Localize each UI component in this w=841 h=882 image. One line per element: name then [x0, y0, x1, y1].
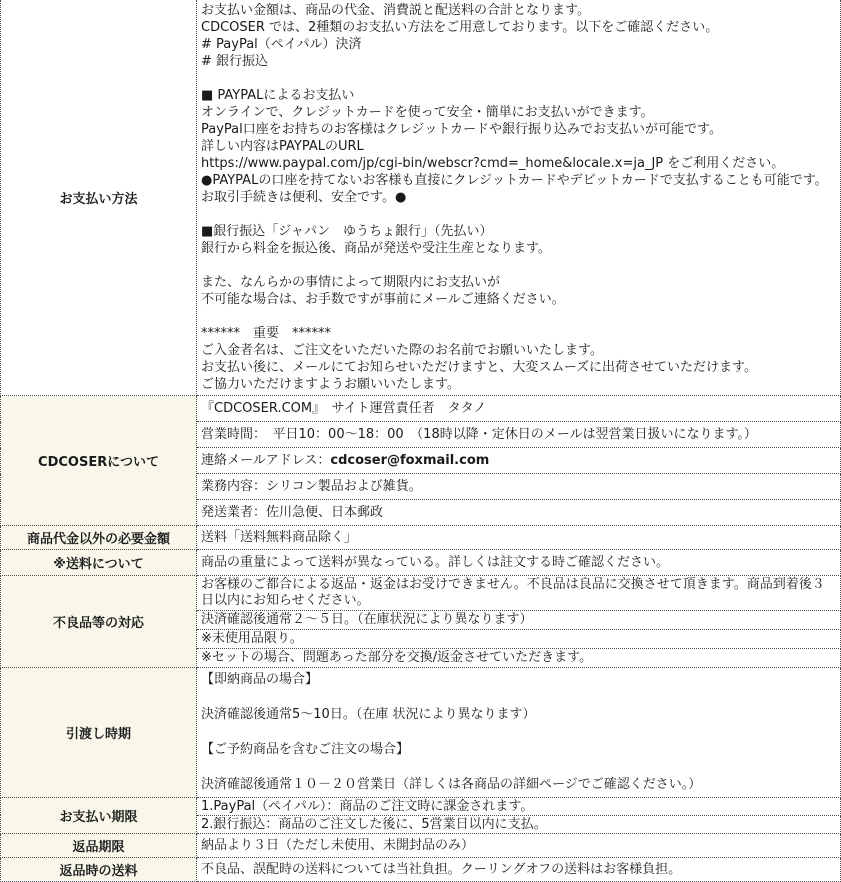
text-line	[201, 759, 836, 777]
row-content-payment-method	[197, 0, 841, 396]
text-line: 1.PayPal（ペイパル）：商品のご注文時に課金されます。	[201, 798, 534, 814]
text-line: 不可能な場合は、お手数ですが事前にメールご連絡ください。	[201, 292, 565, 307]
text-line	[201, 308, 836, 325]
text-line: 発送業者：佐川急便、日本郵政	[201, 505, 384, 520]
text-line: ご入金者名は、ご注文をいただいた際のお名前でお願いいたします。	[201, 343, 603, 358]
table-row-about-shipping	[1, 550, 841, 576]
row-content-defective-items-2	[197, 611, 841, 630]
text-line: 2.銀行振込：商品のご注文した後に、5営業日以内に支払。	[201, 816, 547, 832]
row-content-payment-deadline-1	[197, 797, 841, 815]
contact-email-label: 連絡メールアドレス：	[201, 453, 331, 468]
row-content-defective-items-3	[197, 630, 841, 649]
row-header-delivery-time: 引渡し時期	[1, 668, 197, 798]
text-line: 業務内容：シリコン製品および雑貨。	[201, 479, 422, 494]
shop-info-table-body	[1, 0, 841, 881]
text-line	[201, 70, 836, 87]
text-line: # 銀行振込	[201, 54, 269, 69]
row-header-payment-deadline: お支払い期限	[1, 797, 197, 833]
text-line	[201, 206, 836, 223]
text-line: また、なんらかの事情によって期限内にお支払いが	[201, 275, 501, 290]
row-header-about-shipping: ※送料について	[1, 550, 197, 576]
row-content-delivery-time	[197, 668, 841, 798]
text-line: 【即納商品の場合】	[201, 672, 319, 687]
row-header-return-deadline: 返品期限	[1, 833, 197, 857]
text-line: 決済確認後通常5～10日。（在庫 状況により異なります）	[201, 707, 536, 722]
table-row-payment-deadline	[1, 797, 841, 815]
text-line: PayPal口座をお持ちのお客様はクレジットカードや銀行振り込みでお支払いが可能です。	[201, 122, 722, 137]
text-line: CDCOSER では、2種類のお支払い方法をご用意しております。以下をご確認ください。	[201, 20, 719, 35]
text-line: 銀行から料金を振込後、商品が発送や受注生産となります。	[201, 241, 551, 256]
text-line: # PayPal（ペイパル）決済	[201, 37, 362, 52]
text-line: ※未使用品限り。	[201, 631, 303, 646]
text-line: https://www.paypal.com/jp/cgi-bin/webscr?cmd=_home&locale.x=ja_JP をご利用ください。	[201, 156, 785, 171]
row-content-defective-items-1	[197, 576, 841, 611]
table-row-return-deadline	[1, 833, 841, 857]
contact-email-line	[201, 452, 836, 469]
text-line	[201, 257, 836, 274]
row-content-return-shipping	[197, 857, 841, 881]
text-line: 詳しい内容はPAYPALのURL	[201, 139, 364, 154]
row-header-defective-items: 不良品等の対応	[1, 576, 197, 668]
row-content-payment-deadline-2	[197, 815, 841, 833]
text-line: ****** 重要 ******	[201, 326, 332, 341]
row-content-about-shipping	[197, 550, 841, 576]
table-row-about-cdcoser	[1, 396, 841, 422]
text-line: ご協力いただけますようお願いいたします。	[201, 377, 460, 392]
text-line: 送料「送料無料商品除く」	[201, 530, 358, 545]
row-header-about-cdcoser: CDCOSERについて	[1, 396, 197, 526]
row-header-extra-fees: 商品代金以外の必要金額	[1, 526, 197, 550]
table-row-defective-items	[1, 576, 841, 611]
text-line: 『CDCOSER.COM』 サイト運営責任者 タタノ	[201, 401, 487, 416]
text-line: ■ PAYPALによるお支払い	[201, 88, 355, 103]
table-row-delivery-time	[1, 668, 841, 798]
text-line: 不良品、誤配時の送料については当社負担。クーリングオフの送料はお客様負担。	[201, 861, 682, 877]
text-line: 営業時間： 平日10：00～18：00 （18時以降・定休日のメールは翌営業日扱いになります。）	[201, 427, 757, 442]
table-row-payment-method	[1, 0, 841, 396]
row-content-about-cdcoser-3	[197, 448, 841, 474]
contact-email-address: cdcoser@foxmail.com	[330, 453, 490, 468]
row-header-payment-method: お支払い方法	[1, 0, 197, 396]
text-line: 決済確認後通常２～５日。（在庫状況により異なります）	[201, 612, 533, 627]
text-line: お客様のご都合による返品・返金はお受けできません。不良品は良品に交換させて頂きます。商品到着後３日以内にお知らせください。	[201, 577, 825, 608]
row-content-defective-items-4	[197, 649, 841, 668]
text-line	[201, 689, 836, 707]
row-content-about-cdcoser-2	[197, 422, 841, 448]
text-line: お支払い金額は、商品の代金、消費説と配送料の合計となります。	[201, 3, 590, 18]
text-line: 決済確認後通常１０－２０営業日（詳しくは各商品の詳細ページでご確認ください。）	[201, 777, 702, 792]
text-line: ■銀行振込「ジャパン ゆうちょ銀行」（先払い）	[201, 224, 493, 239]
text-line: お支払い後に、メールにてお知らせいただけますと、大変スムーズに出荷させていただけます。	[201, 360, 758, 375]
table-row-extra-fees	[1, 526, 841, 550]
text-line: オンラインで、クレジットカードを使って安全・簡単にお支払いができます。	[201, 105, 654, 120]
table-row-return-shipping	[1, 857, 841, 881]
text-line: お取引手続きは便利、安全です。●	[201, 190, 407, 205]
text-line: ※セットの場合、問題あった部分を交換/返金させていただきます。	[201, 650, 593, 665]
row-content-about-cdcoser-1	[197, 396, 841, 422]
row-content-about-cdcoser-5	[197, 500, 841, 526]
text-line	[201, 724, 836, 742]
row-content-about-cdcoser-4	[197, 474, 841, 500]
row-header-return-shipping: 返品時の送料	[1, 857, 197, 881]
text-line: 【ご予約商品を含むご注文の場合】	[201, 742, 410, 757]
text-line: 商品の重量によって送料が異なっている。詳しくは註文する時ご確認ください。	[201, 555, 670, 570]
text-line: 納品より３日（ただし未使用、未開封品のみ）	[201, 837, 475, 853]
text-line: ●PAYPALの口座を持てないお客様も直接にクレジットカードやデビットカードで支払することも可能です。	[201, 173, 828, 188]
row-content-return-deadline	[197, 833, 841, 857]
row-content-extra-fees	[197, 526, 841, 550]
